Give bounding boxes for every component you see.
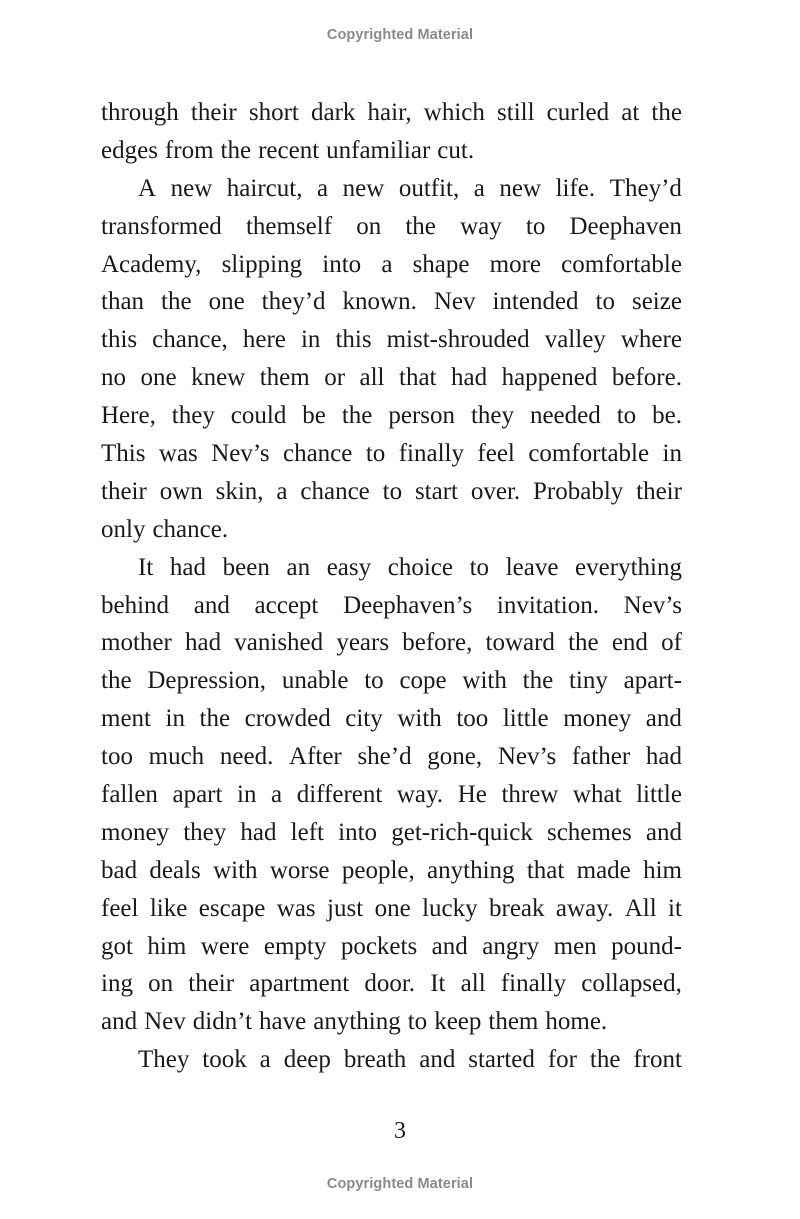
copyright-watermark-top: Copyrighted Material xyxy=(326,27,474,43)
text-line: only chance. xyxy=(101,515,229,543)
text-line: ment in the crowded city with too little money and xyxy=(101,705,682,733)
text-line: got him were empty pockets and angry men pound- xyxy=(101,932,682,960)
copyright-watermark-bottom: Copyrighted Material xyxy=(326,1176,474,1192)
text-line: ing on their apartment door. It all finally collapsed, xyxy=(101,970,682,998)
paragraph xyxy=(101,549,682,1042)
text-line: this chance, here in this mist-shrouded valley where xyxy=(101,326,682,354)
text-line: feel like escape was just one lucky break away. All it xyxy=(101,894,682,922)
text-line: and Nev didn’t have anything to keep them home. xyxy=(101,1008,608,1036)
text-line: their own skin, a chance to start over. Probably their xyxy=(101,477,682,505)
text-line: A new haircut, a new outfit, a new life. They’d xyxy=(138,174,682,202)
text-line: edges from the recent unfamiliar cut. xyxy=(101,136,475,164)
paragraph xyxy=(101,1041,682,1079)
text-line: the Depression, unable to cope with the tiny apart- xyxy=(101,667,682,695)
text-line: bad deals with worse people, anything that made him xyxy=(101,856,682,884)
text-line: fallen apart in a different way. He threw what little xyxy=(101,781,682,809)
text-line: They took a deep breath and started for the front xyxy=(138,1046,682,1074)
text-line: too much need. After she’d gone, Nev’s father had xyxy=(101,743,682,771)
text-line: Here, they could be the person they needed to be. xyxy=(101,402,682,430)
text-line: transformed themself on the way to Deephaven xyxy=(101,212,682,240)
text-line: This was Nev’s chance to finally feel comfortable in xyxy=(101,440,682,468)
paragraph xyxy=(101,94,682,170)
page-number: 3 xyxy=(394,1118,406,1144)
text-line: than the one they’d known. Nev intended to seize xyxy=(101,288,682,316)
page-body-text xyxy=(101,94,682,1079)
text-line: no one knew them or all that had happened before. xyxy=(101,364,682,392)
text-line: money they had left into get-rich-quick schemes and xyxy=(101,818,682,846)
text-line: It had been an easy choice to leave everything xyxy=(138,553,682,581)
text-line: mother had vanished years before, toward the end of xyxy=(101,629,682,657)
text-line: Academy, slipping into a shape more comfortable xyxy=(101,250,682,278)
text-line: through their short dark hair, which still curled at the xyxy=(101,99,682,126)
text-line: behind and accept Deephaven’s invitation. Nev’s xyxy=(101,591,682,619)
paragraph xyxy=(101,170,682,549)
